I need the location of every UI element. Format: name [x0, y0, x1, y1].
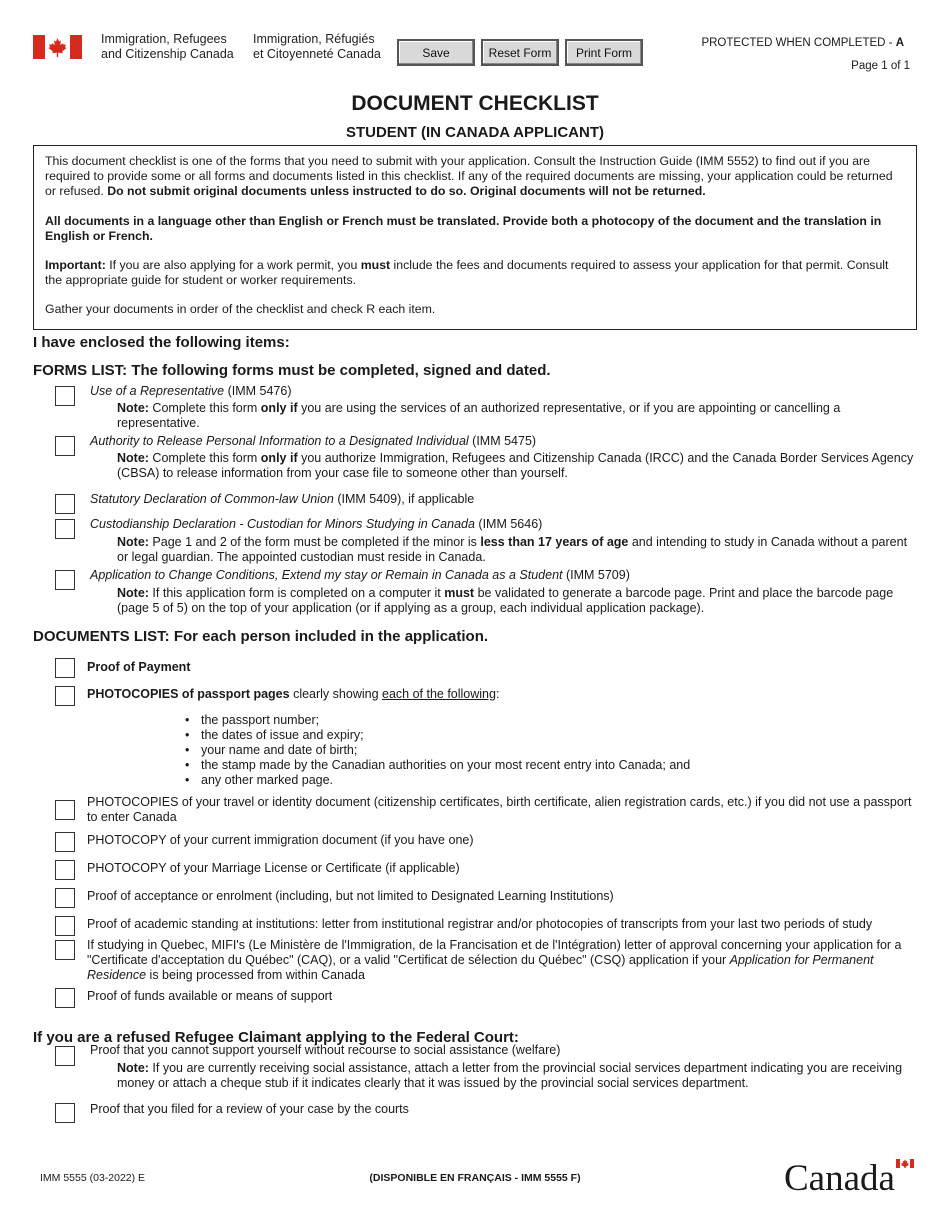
- form-note-change-conditions-application: Note: If this application form is completed on a computer it must be validated to generate a barcode page. Print and place the barcode page (page 5 of 5) on the top of your application (or if applying as a group, each individual application package).: [117, 586, 894, 615]
- checkbox-proof-of-funds[interactable]: [55, 988, 75, 1008]
- forms-list-heading: FORMS LIST: The following forms must be completed, signed and dated.: [33, 362, 551, 379]
- form-note-custodianship-declaration: Note: Page 1 and 2 of the form must be completed if the minor is less than 17 years of age and intending to study in Canada without a parent or legal guardian. The appointed custodian must reside in Canada.: [117, 535, 908, 564]
- form-code: IMM 5555 (03-2022) E: [40, 1172, 146, 1184]
- document-item-marriage-certificate: PHOTOCOPY of your Marriage License or Certificate (if applicable): [87, 861, 460, 875]
- checkbox-travel-document-photocopies[interactable]: [55, 800, 75, 820]
- canada-wordmark-text: Canada: [784, 1158, 895, 1192]
- instructions-box: [33, 145, 917, 330]
- save-button[interactable]: Save: [397, 39, 475, 66]
- checkbox-custodianship-declaration[interactable]: [55, 519, 75, 539]
- department-name-english: Immigration, Refugees and Citizenship Canada: [101, 32, 234, 61]
- checkbox-change-conditions-application[interactable]: [55, 570, 75, 590]
- document-item-academic-standing: Proof of academic standing at institutions: letter from institutional registrar and/or photocopies of transcripts from your last two periods of study: [87, 917, 873, 931]
- checkbox-use-of-representative[interactable]: [55, 386, 75, 406]
- work-permit-notice: Important: If you are also applying for a work permit, you must include the fees and documents required to assess your application for that permit. Consult the appropriate guide for student or worker requirements.: [45, 258, 889, 288]
- translation-requirement: All documents in a language other than English or French must be translated. Provide both a photocopy of the document and the translation in English or French.: [45, 213, 882, 243]
- document-item-travel-document-photocopies: PHOTOCOPIES of your travel or identity document (citizenship certificates, birth certificate, alien registration cards, etc.) if you did not use a passport to enter Canada: [87, 795, 912, 824]
- refugee-item-social-assistance-proof: Proof that you cannot support yourself without recourse to social assistance (welfare): [90, 1043, 561, 1057]
- list-item: • the passport number;: [185, 713, 690, 728]
- enclosed-heading: I have enclosed the following items:: [33, 334, 290, 351]
- refugee-item-court-review-proof: Proof that you filed for a review of your case by the courts: [90, 1102, 409, 1116]
- document-item-proof-of-acceptance: Proof of acceptance or enrolment (including, but not limited to Designated Learning Institutions): [87, 889, 614, 903]
- checkbox-marriage-certificate[interactable]: [55, 860, 75, 880]
- page-indicator: Page 1 of 1: [851, 60, 910, 72]
- instructions-paragraph: This document checklist is one of the forms that you need to submit with your application. Consult the Instruction Guide (IMM 5552) to find out if you are required to provide some or all forms and documents listed in this checklist. If any of the required documents are missing, your application could be returned or refused. Do not submit original documents unless instructed to do so. Original documents will not be returned.: [45, 154, 893, 199]
- canada-flag-icon: [33, 35, 82, 59]
- document-item-quebec-caq: If studying in Quebec, MIFI's (Le Ministère de l'Immigration, de la Francisation et de l'Intégration) letter of approval concerning your application for a "Certificate d'acceptation du Québec" (CAQ), or a valid "Certificat de sélection du Québec" (CSQ) application if your Application for Permanent Residence is being processed from within Canada: [87, 938, 902, 982]
- checkbox-proof-of-acceptance[interactable]: [55, 888, 75, 908]
- form-item-custodianship-declaration: Custodianship Declaration - Custodian for Minors Studying in Canada (IMM 5646): [90, 517, 543, 531]
- document-item-passport-photocopies: PHOTOCOPIES of passport pages clearly showing each of the following:: [87, 687, 500, 701]
- checkbox-academic-standing[interactable]: [55, 916, 75, 936]
- form-item-common-law-declaration: Statutory Declaration of Common-law Union (IMM 5409), if applicable: [90, 492, 475, 506]
- document-item-immigration-document: PHOTOCOPY of your current immigration document (if you have one): [87, 833, 474, 847]
- list-item: • the dates of issue and expiry;: [185, 728, 690, 743]
- refugee-note-social-assistance: Note: If you are currently receiving social assistance, attach a letter from the provincial social services department indicating you are receiving money or attach a cheque stub if it indicates clearly that it was issued by the provincial social services department.: [117, 1061, 903, 1090]
- form-item-authority-to-release: Authority to Release Personal Information to a Designated Individual (IMM 5475): [90, 434, 537, 448]
- form-note-authority-to-release: Note: Complete this form only if you authorize Immigration, Refugees and Citizenship Canada (IRCC) and the Canada Border Services Agency (CBSA) to release information from your case file to someone other than yourself.: [117, 451, 914, 480]
- department-name-french: Immigration, Réfugiés et Citoyenneté Canada: [253, 32, 381, 61]
- french-availability-note: (DISPONIBLE EN FRANÇAIS - IMM 5555 F): [369, 1172, 581, 1184]
- checkbox-court-review-proof[interactable]: [55, 1103, 75, 1123]
- form-note-use-of-representative: Note: Complete this form only if you are using the services of an authorized representative, or if you are appointing or cancelling a representative.: [117, 401, 841, 430]
- documents-list-heading: DOCUMENTS LIST: For each person included in the application.: [33, 628, 489, 645]
- print-form-button[interactable]: Print Form: [565, 39, 643, 66]
- checkbox-social-assistance-proof[interactable]: [55, 1046, 75, 1066]
- form-item-use-of-representative: Use of a Representative (IMM 5476): [90, 384, 292, 398]
- list-item: • your name and date of birth;: [185, 743, 690, 758]
- refugee-claimant-heading: If you are a refused Refugee Claimant applying to the Federal Court:: [33, 1029, 519, 1046]
- reset-form-button[interactable]: Reset Form: [481, 39, 559, 66]
- checkbox-quebec-caq[interactable]: [55, 940, 75, 960]
- checkbox-proof-of-payment[interactable]: [55, 658, 75, 678]
- checkbox-common-law-declaration[interactable]: [55, 494, 75, 514]
- passport-requirements-list: [185, 713, 690, 788]
- gather-instruction: Gather your documents in order of the checklist and check R each item.: [45, 302, 436, 317]
- list-item: • any other marked page.: [185, 773, 690, 788]
- document-item-proof-of-payment: Proof of Payment: [87, 660, 191, 674]
- form-item-change-conditions-application: Application to Change Conditions, Extend my stay or Remain in Canada as a Student (IMM 5709): [90, 568, 630, 582]
- protected-status: PROTECTED WHEN COMPLETED - A: [701, 37, 904, 49]
- page-title: DOCUMENT CHECKLIST: [351, 92, 599, 115]
- list-item: • the stamp made by the Canadian authorities on your most recent entry into Canada; and: [185, 758, 690, 773]
- checkbox-authority-to-release[interactable]: [55, 436, 75, 456]
- checkbox-passport-photocopies[interactable]: [55, 686, 75, 706]
- document-item-proof-of-funds: Proof of funds available or means of support: [87, 989, 333, 1003]
- checkbox-immigration-document[interactable]: [55, 832, 75, 852]
- canada-wordmark-logo: [784, 1158, 918, 1192]
- page-subtitle: STUDENT (IN CANADA APPLICANT): [345, 124, 605, 141]
